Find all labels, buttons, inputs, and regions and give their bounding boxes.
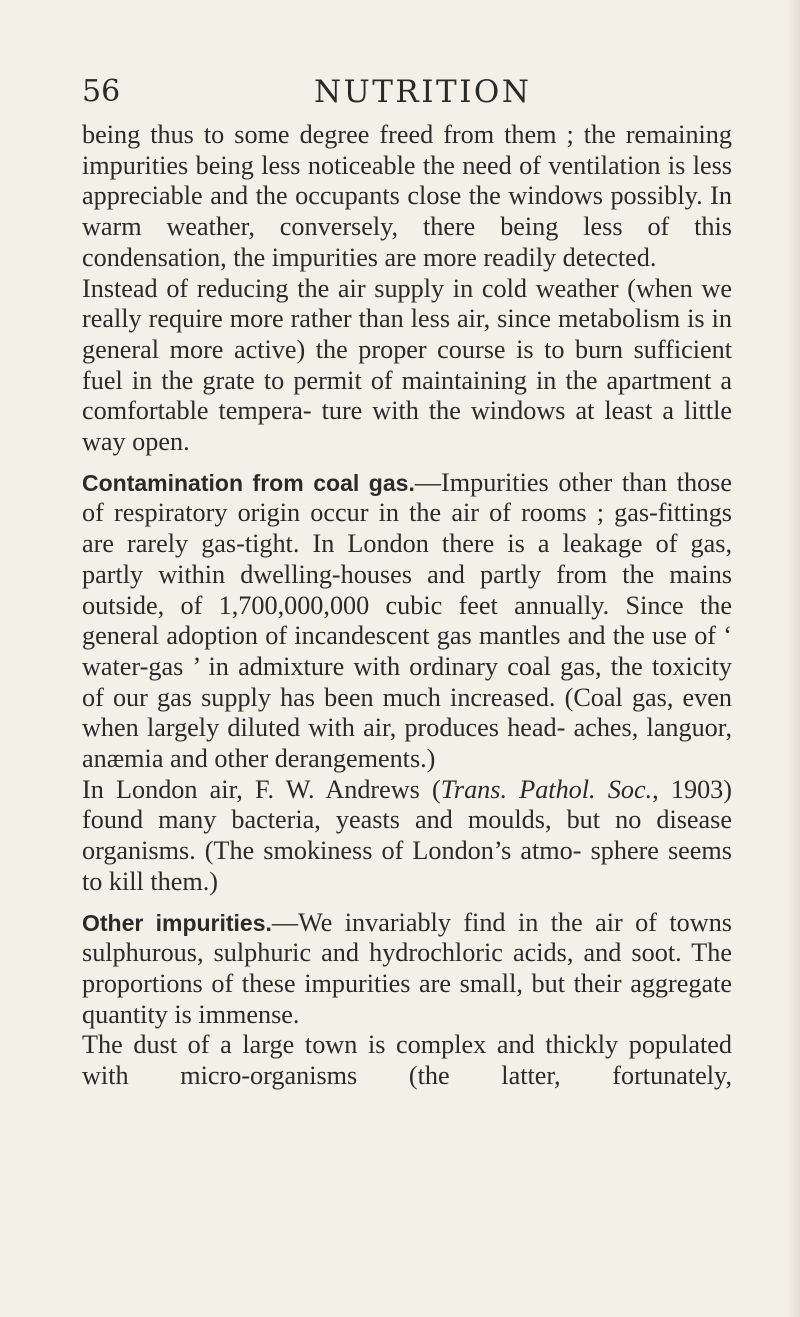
paragraph-london-air-text-1: In London air, F. W. Andrews (	[82, 774, 441, 804]
section-heading-other-impurities: Other impurities.	[82, 909, 272, 936]
paragraph-london-air	[82, 775, 732, 898]
paragraph-london-air-text-2: , 1903) found many bacteria, yeasts and moulds, but no disease organisms. (The smokiness of London’s atmo- sphere seems to kill them.)	[82, 774, 732, 896]
paragraph-continuation: being thus to some degree freed from them ; the remaining impurities being less noticeable the need of ventilation is less appreciable and the occupants close the windows possibly. In warm weather, conversely, there being less of this condensation, the impurities are more readily detected.	[82, 120, 732, 272]
section-heading-coal-gas: Contamination from coal gas.	[82, 469, 415, 496]
paragraph-coal-gas-text: —Impurities other than those of respiratory origin occur in the air of rooms ; gas-fittings are rarely gas-tight. In London there is a leakage of gas, partly within dwelling-houses and partly from the mains outside, of 1,700,000,000 cubic feet annually. Since the general adoption of incandescent gas mantles and the use of ‘ water-gas ’ in admixture with ordinary coal gas, the toxicity of our gas supply has been much increased. (Coal gas, even when largely diluted with air, produces head- aches, languor, anæmia and other derangements.)	[82, 467, 732, 774]
citation-journal: Trans. Pathol. Soc.	[440, 774, 653, 804]
paragraph-other-impurities-text: —We invariably find in the air of towns sulphurous, sulphuric and hydrochloric acids, and soot. The proportions of these impurities are small, but their aggregate quantity is immense.	[82, 907, 732, 1029]
body-text	[82, 120, 732, 1092]
page-number: 56	[82, 74, 121, 109]
running-title: NUTRITION	[314, 74, 532, 110]
paragraph-coal-gas	[82, 468, 732, 775]
page-edge-shadow	[786, 0, 800, 1317]
page-header	[82, 72, 732, 112]
paragraph-air-supply: Instead of reducing the air supply in cold weather (when we really require more rather than less air, since metabolism is in general more active) the proper course is to burn sufficient fuel in the grate to permit of maintaining in the apartment a comfortable tempera- ture with the windows at least a little way open.	[82, 273, 732, 457]
paragraph-other-impurities	[82, 908, 732, 1031]
paragraph-dust: The dust of a large town is complex and thickly populated with micro-organisms (the latter, fortunately,	[82, 1030, 732, 1091]
